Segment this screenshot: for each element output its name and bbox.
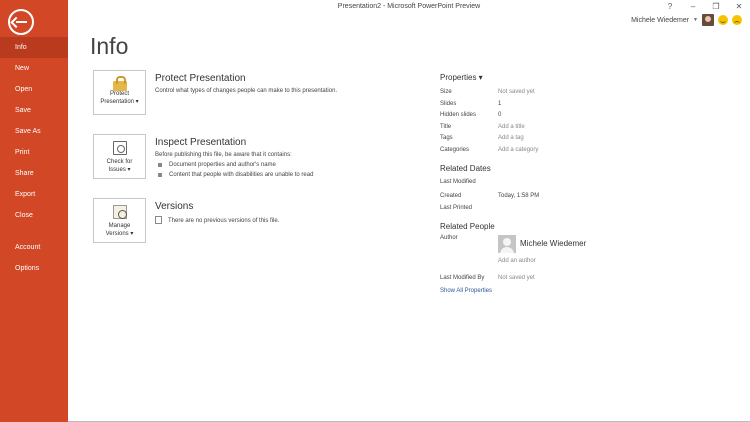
property-row-title (440, 122, 730, 134)
add-author-input[interactable]: Add an author (498, 258, 536, 264)
document-icon (155, 216, 162, 224)
close-icon[interactable]: ✕ (735, 2, 743, 11)
property-label: Title (440, 123, 452, 130)
backstage-sidebar (0, 0, 68, 422)
author-row (440, 235, 730, 273)
property-row-slides (440, 99, 730, 111)
property-value: 1 (498, 100, 502, 107)
property-row-categories (440, 145, 730, 157)
user-name[interactable]: Michele Wiedemer (631, 16, 690, 24)
nav-item-save-as[interactable]: Save As (15, 128, 41, 135)
author-avatar-icon (498, 235, 516, 253)
property-row-hidden-slides (440, 110, 730, 122)
inspect-button-label-2: Issues ▾ (108, 167, 131, 173)
tags-input[interactable]: Add a tag (498, 135, 524, 141)
versions-search-icon (113, 205, 127, 219)
account-bar (631, 14, 742, 26)
related-people-heading: Related People (440, 222, 495, 231)
author-label: Author (440, 235, 458, 241)
versions-description-text: There are no previous versions of this file. (168, 218, 280, 224)
date-row-last-printed (440, 203, 730, 215)
versions-button-label-1: Manage (108, 223, 131, 229)
protect-description: Control what types of changes people can make to this presentation. (155, 88, 338, 94)
nav-item-options[interactable]: Options (15, 265, 40, 272)
nav-item-account[interactable]: Account (15, 244, 41, 251)
last-modified-by-value: Not saved yet (498, 275, 535, 281)
property-value: Not saved yet (498, 89, 535, 95)
help-icon[interactable]: ? (667, 2, 673, 11)
protect-button-label-2: Presentation ▾ (100, 99, 139, 105)
property-label: Slides (440, 100, 457, 107)
nav-item-save[interactable]: Save (15, 107, 31, 114)
frown-feedback-icon[interactable] (732, 15, 742, 25)
inspect-document-icon (113, 141, 127, 155)
property-label: Size (440, 89, 452, 95)
window-title: Presentation2 - Microsoft PowerPoint Preview (337, 3, 481, 10)
date-label: Last Modified (440, 179, 476, 185)
property-label: Tags (440, 135, 453, 141)
properties-panel (440, 73, 730, 294)
versions-description (155, 216, 395, 224)
manage-versions-button[interactable] (93, 198, 146, 243)
restore-icon[interactable]: ❐ (712, 2, 720, 11)
minimize-icon[interactable]: – (690, 2, 696, 11)
properties-heading[interactable]: Properties ▾ (440, 73, 483, 82)
property-row-size (440, 87, 730, 99)
date-label: Last Printed (440, 204, 473, 211)
versions-button-label-2: Versions ▾ (105, 231, 134, 237)
lock-icon (113, 81, 127, 91)
versions-details (155, 201, 395, 226)
nav-item-print[interactable]: Print (15, 149, 30, 156)
author-name[interactable]: Michele Wiedemer (520, 239, 587, 248)
property-value: 0 (498, 112, 502, 118)
created-value: Today, 1:58 PM (498, 192, 540, 199)
nav-item-new[interactable]: New (15, 65, 30, 72)
page-title: Info (90, 33, 129, 59)
related-dates-heading: Related Dates (440, 164, 491, 173)
chevron-down-icon[interactable]: ▼ (693, 17, 698, 23)
inspect-title: Inspect Presentation (155, 137, 247, 148)
property-label: Categories (440, 146, 470, 153)
nav-divider (0, 226, 68, 237)
protect-button-label-1: Protect (109, 91, 129, 97)
date-row-last-modified (440, 177, 730, 189)
title-input[interactable]: Add a title (498, 123, 525, 130)
nav-item-export[interactable]: Export (15, 191, 36, 198)
protect-title: Protect Presentation (155, 73, 246, 84)
window-controls (665, 2, 744, 11)
date-label: Created (440, 192, 462, 199)
smile-feedback-icon[interactable] (718, 15, 728, 25)
inspect-button-label-1: Check for (106, 159, 133, 165)
nav-item-share[interactable]: Share (15, 170, 34, 177)
check-for-issues-button[interactable] (93, 134, 146, 179)
show-all-properties-link[interactable]: Show All Properties (440, 287, 493, 294)
nav-item-close[interactable]: Close (15, 212, 33, 219)
categories-input[interactable]: Add a category (498, 146, 539, 153)
backstage-nav (0, 37, 68, 279)
protect-presentation-button[interactable] (93, 70, 146, 115)
property-label: Hidden slides (440, 112, 477, 118)
last-modified-by-row (440, 273, 730, 285)
protect-details (155, 73, 395, 96)
inspect-details (155, 137, 395, 180)
property-row-tags (440, 133, 730, 145)
back-arrow-icon[interactable] (8, 9, 34, 35)
versions-title: Versions (155, 201, 194, 212)
last-modified-by-label: Last Modified By (440, 275, 485, 281)
avatar[interactable] (702, 14, 714, 26)
inspect-description: Before publishing this file, be aware that it contains: (155, 152, 292, 158)
date-row-created (440, 189, 730, 203)
inspect-bullet: Content that people with disabilities are unable to read (155, 170, 395, 180)
nav-item-info[interactable]: Info (0, 37, 68, 58)
nav-item-open[interactable]: Open (15, 86, 33, 93)
inspect-bullet: Document properties and author's name (155, 160, 395, 170)
